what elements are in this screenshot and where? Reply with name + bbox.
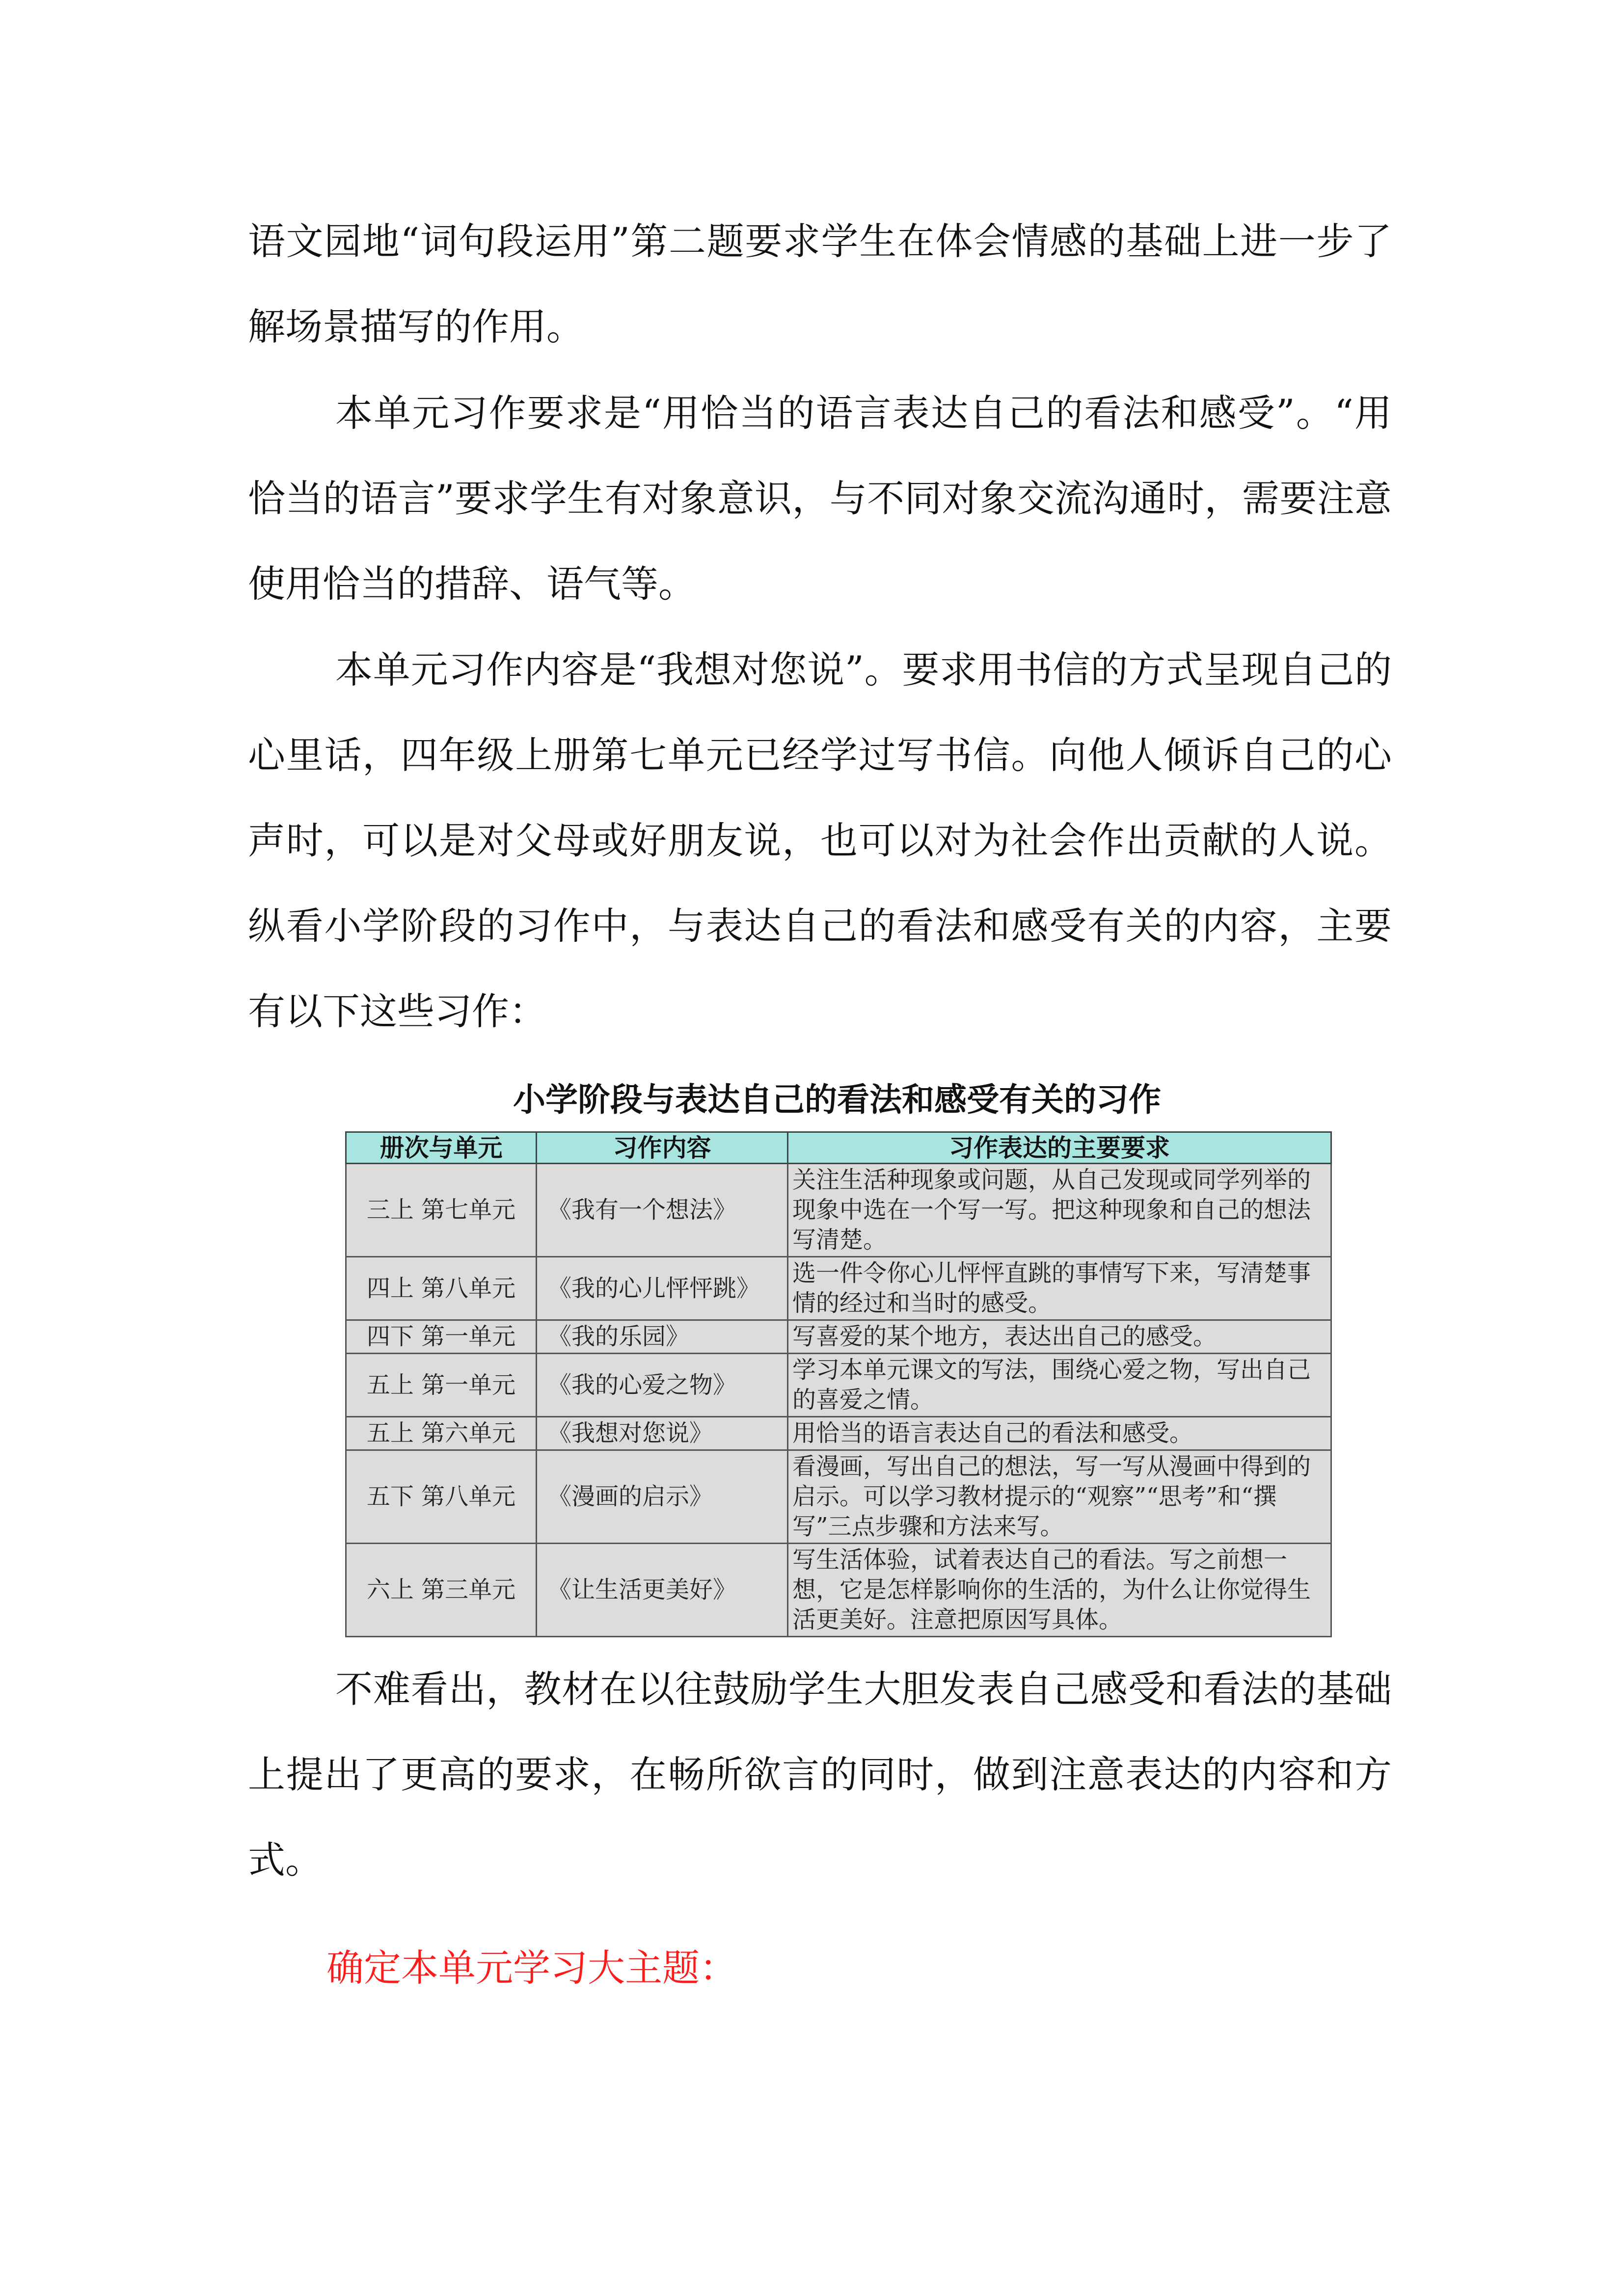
table-cell-unit: 五上 第一单元 [346,1354,537,1417]
table-cell-topic: 《漫画的启示》 [537,1450,788,1544]
column-header: 习作表达的主要要求 [788,1132,1331,1164]
table-cell-unit: 五上 第六单元 [346,1417,537,1450]
table-cell-requirement: 选一件令你心儿怦怦直跳的事情写下来，写清楚事情的经过和当时的感受。 [788,1257,1331,1320]
table-row [346,1257,1331,1320]
table-cell-topic: 《我的乐园》 [537,1320,788,1354]
table-cell-unit: 三上 第七单元 [346,1164,537,1257]
table-cell-requirement: 关注生活种现象或问题，从自己发现或同学列举的现象中选在一个写一写。把这种现象和自己的想法写清楚。 [788,1164,1331,1257]
table-cell-requirement: 学习本单元课文的写法，围绕心爱之物，写出自己的喜爱之情。 [788,1354,1331,1417]
paragraph-4: 不难看出，教材在以往鼓励学生大胆发表自己感受和看法的基础上提出了更高的要求，在畅所欲言的同时，做到注意表达的内容和方式。 [248,1667,1392,1882]
table-cell-topic: 《我想对您说》 [537,1417,788,1450]
table-cell-requirement: 用恰当的语言表达自己的看法和感受。 [788,1417,1331,1450]
table-cell-requirement: 写喜爱的某个地方，表达出自己的感受。 [788,1320,1331,1354]
table-cell-topic: 《我的心儿怦怦跳》 [537,1257,788,1320]
table-row [346,1320,1331,1354]
table-cell-topic: 《我的心爱之物》 [537,1354,788,1417]
table-cell-requirement: 看漫画，写出自己的想法，写一写从漫画中得到的启示。可以学习教材提示的“观察”“思考”和“撰写”三点步骤和方法来写。 [788,1450,1331,1544]
table-header-row [346,1132,1331,1164]
paragraph-1: 语文园地“词句段运用”第二题要求学生在体会情感的基础上进一步了解场景描写的作用。 [248,219,1392,348]
table-cell-topic: 《让生活更美好》 [537,1544,788,1637]
table-row [346,1164,1331,1257]
table-row [346,1450,1331,1544]
table-row [346,1354,1331,1417]
section-heading: 确定本单元学习大主题： [326,1946,737,1990]
table-cell-unit: 四上 第八单元 [346,1257,537,1320]
table-row [346,1417,1331,1450]
table-cell-unit: 六上 第三单元 [346,1544,537,1637]
paragraph-2: 本单元习作要求是“用恰当的语言表达自己的看法和感受”。“用恰当的语言”要求学生有对象意识，与不同对象交流沟通时，需要注意使用恰当的措辞、语气等。 [248,391,1392,606]
table-cell-topic: 《我有一个想法》 [537,1164,788,1257]
table-title: 小学阶段与表达自己的看法和感受有关的习作 [513,1080,1161,1119]
table-cell-requirement: 写生活体验，试着表达自己的看法。写之前想一想，它是怎样影响你的生活的，为什么让你觉得生活更美好。注意把原因写具体。 [788,1544,1331,1637]
column-header: 册次与单元 [346,1132,537,1164]
column-header: 习作内容 [537,1132,788,1164]
table-row [346,1544,1331,1637]
writing-requirements-table [345,1131,1332,1637]
table-cell-unit: 四下 第一单元 [346,1320,537,1354]
table-cell-unit: 五下 第八单元 [346,1450,537,1544]
paragraph-3: 本单元习作内容是“我想对您说”。要求用书信的方式呈现自己的心里话，四年级上册第七单元已经学过写书信。向他人倾诉自己的心声时，可以是对父母或好朋友说，也可以对为社会作出贡献的人说。纵看小学阶段的习作中，与表达自己的看法和感受有关的内容，主要有以下这些习作： [248,648,1392,1033]
